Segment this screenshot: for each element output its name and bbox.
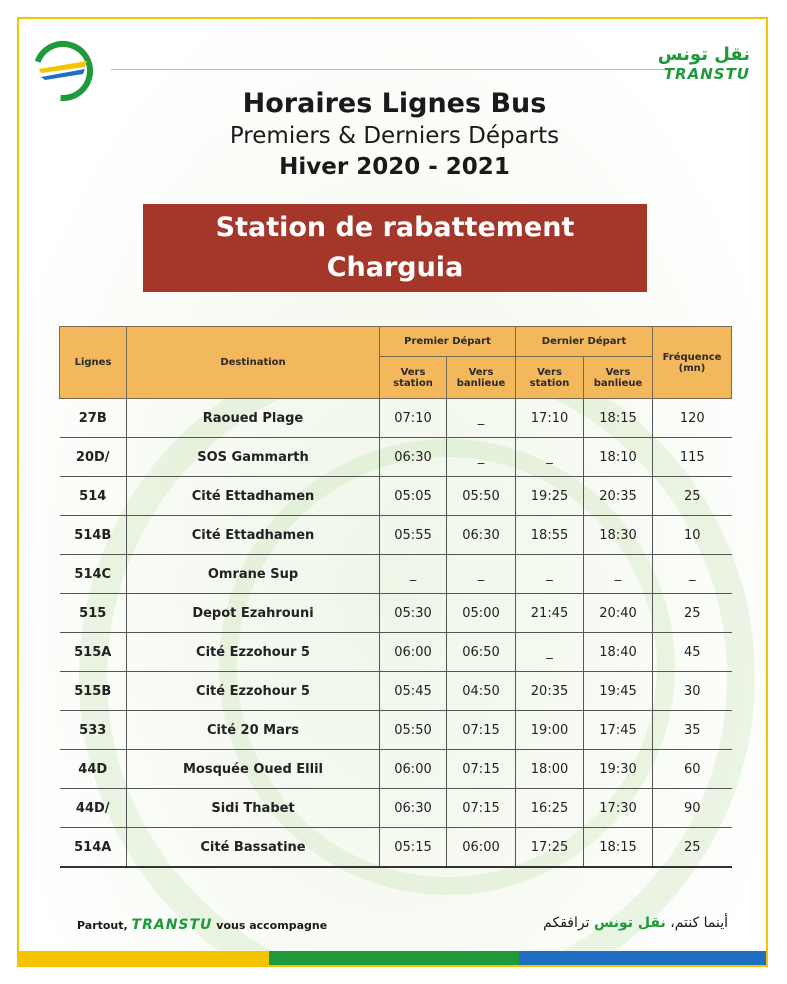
destination-cell: Mosquée Oued Ellil: [127, 750, 380, 789]
brand-logo: [658, 45, 750, 83]
dernier-vers-station-cell: _: [516, 633, 584, 672]
destination-cell: Cité Ettadhamen: [127, 516, 380, 555]
table-row: [60, 438, 732, 477]
line-code: 44D: [60, 750, 127, 789]
page-subtitle: Premiers & Derniers Départs: [229, 123, 560, 149]
footer-slogan-arabic: [543, 915, 728, 931]
table-row: [60, 594, 732, 633]
dernier-vers-banlieue-cell: 18:15: [584, 828, 653, 868]
line-code: 27B: [60, 399, 127, 438]
premier-vers-station-cell: 06:00: [380, 633, 447, 672]
footer-slogan-french: [77, 917, 327, 933]
dernier-vers-station-cell: 20:35: [516, 672, 584, 711]
destination-cell: Raoued Plage: [127, 399, 380, 438]
header-frequence: Fréquence (mn): [653, 327, 732, 399]
brand-name-arabic: نقل تونس: [657, 44, 750, 65]
destination-cell: Sidi Thabet: [127, 789, 380, 828]
brand-name-latin: TRANSTU: [663, 65, 750, 83]
slogan-prefix: Partout,: [77, 919, 128, 932]
destination-cell: SOS Gammarth: [127, 438, 380, 477]
dernier-vers-banlieue-cell: 20:40: [584, 594, 653, 633]
destination-cell: Cité Ettadhamen: [127, 477, 380, 516]
line-code: 514A: [60, 828, 127, 868]
dernier-vers-banlieue-cell: 19:30: [584, 750, 653, 789]
line-code: 533: [60, 711, 127, 750]
premier-vers-station-cell: 05:50: [380, 711, 447, 750]
frequence-cell: _: [653, 555, 732, 594]
frequence-cell: 120: [653, 399, 732, 438]
premier-vers-banlieue-cell: 07:15: [447, 789, 516, 828]
destination-cell: Cité 20 Mars: [127, 711, 380, 750]
table-row: [60, 789, 732, 828]
dernier-vers-banlieue-cell: 18:15: [584, 399, 653, 438]
dernier-vers-banlieue-cell: 20:35: [584, 477, 653, 516]
line-code: 20D/: [60, 438, 127, 477]
premier-vers-station-cell: 06:00: [380, 750, 447, 789]
dernier-vers-station-cell: 21:45: [516, 594, 584, 633]
dernier-vers-station-cell: 16:25: [516, 789, 584, 828]
page-title: Horaires Lignes Bus: [242, 88, 547, 119]
premier-vers-station-cell: 06:30: [380, 789, 447, 828]
header-dernier-vers-station: Vers station: [516, 357, 584, 399]
destination-cell: Omrane Sup: [127, 555, 380, 594]
frequence-cell: 60: [653, 750, 732, 789]
frequence-cell: 25: [653, 477, 732, 516]
frequence-cell: 10: [653, 516, 732, 555]
frequence-cell: 25: [653, 594, 732, 633]
premier-vers-banlieue-cell: 06:30: [447, 516, 516, 555]
dernier-vers-station-cell: _: [516, 438, 584, 477]
schedule-table: [59, 326, 732, 868]
destination-cell: Cité Bassatine: [127, 828, 380, 868]
premier-vers-banlieue-cell: _: [447, 438, 516, 477]
dernier-vers-banlieue-cell: 18:30: [584, 516, 653, 555]
table-row: [60, 828, 732, 868]
station-banner: [143, 204, 647, 292]
footer-stripe-blue: [519, 951, 768, 965]
dernier-vers-banlieue-cell: 19:45: [584, 672, 653, 711]
frequence-cell: 30: [653, 672, 732, 711]
premier-vers-banlieue-cell: 05:50: [447, 477, 516, 516]
premier-vers-banlieue-cell: 07:15: [447, 711, 516, 750]
line-code: 514B: [60, 516, 127, 555]
header-dernier-depart: Dernier Départ: [516, 327, 653, 357]
footer-stripe-yellow: [19, 951, 269, 965]
slogan-ar-brand: نقل تونس: [593, 915, 666, 931]
frequence-cell: 35: [653, 711, 732, 750]
table-row: [60, 516, 732, 555]
station-name: Charguia: [326, 252, 464, 283]
premier-vers-station-cell: 05:45: [380, 672, 447, 711]
header-premier-depart: Premier Départ: [380, 327, 516, 357]
premier-vers-banlieue-cell: 07:15: [447, 750, 516, 789]
premier-vers-station-cell: 06:30: [380, 438, 447, 477]
line-code: 515B: [60, 672, 127, 711]
station-type: Station de rabattement: [215, 212, 575, 243]
premier-vers-station-cell: 05:05: [380, 477, 447, 516]
premier-vers-banlieue-cell: 06:50: [447, 633, 516, 672]
slogan-suffix: vous accompagne: [216, 919, 328, 932]
premier-vers-banlieue-cell: 06:00: [447, 828, 516, 868]
frequence-cell: 25: [653, 828, 732, 868]
premier-vers-station-cell: 05:30: [380, 594, 447, 633]
slogan-ar-prefix: أينما كنتم،: [670, 915, 728, 931]
table-row: [60, 399, 732, 438]
slogan-brand: TRANSTU: [131, 917, 213, 933]
header-lignes: Lignes: [60, 327, 127, 399]
premier-vers-banlieue-cell: 05:00: [447, 594, 516, 633]
line-code: 44D/: [60, 789, 127, 828]
poster-frame: [17, 17, 768, 967]
line-code: 514: [60, 477, 127, 516]
premier-vers-station-cell: 05:55: [380, 516, 447, 555]
dernier-vers-banlieue-cell: _: [584, 555, 653, 594]
dernier-vers-station-cell: 19:00: [516, 711, 584, 750]
slogan-ar-suffix: ترافقكم: [543, 915, 590, 931]
line-code: 514C: [60, 555, 127, 594]
premier-vers-banlieue-cell: 04:50: [447, 672, 516, 711]
header-premier-vers-station: Vers station: [380, 357, 447, 399]
dernier-vers-station-cell: 19:25: [516, 477, 584, 516]
premier-vers-banlieue-cell: _: [447, 399, 516, 438]
destination-cell: Depot Ezahrouni: [127, 594, 380, 633]
header-rule: [111, 69, 671, 70]
dernier-vers-banlieue-cell: 17:45: [584, 711, 653, 750]
dernier-vers-station-cell: 17:25: [516, 828, 584, 868]
table-row: [60, 555, 732, 594]
frequence-cell: 115: [653, 438, 732, 477]
premier-vers-station-cell: _: [380, 555, 447, 594]
destination-cell: Cité Ezzohour 5: [127, 672, 380, 711]
dernier-vers-station-cell: _: [516, 555, 584, 594]
title-block: [19, 87, 768, 183]
premier-vers-station-cell: 07:10: [380, 399, 447, 438]
frequence-cell: 90: [653, 789, 732, 828]
premier-vers-banlieue-cell: _: [447, 555, 516, 594]
frequence-cell: 45: [653, 633, 732, 672]
dernier-vers-station-cell: 17:10: [516, 399, 584, 438]
dernier-vers-banlieue-cell: 17:30: [584, 789, 653, 828]
header-premier-vers-banlieue: Vers banlieue: [447, 357, 516, 399]
table-row: [60, 672, 732, 711]
dernier-vers-station-cell: 18:55: [516, 516, 584, 555]
table-row: [60, 477, 732, 516]
table-row: [60, 633, 732, 672]
line-code: 515: [60, 594, 127, 633]
dernier-vers-banlieue-cell: 18:10: [584, 438, 653, 477]
table-row: [60, 711, 732, 750]
line-code: 515A: [60, 633, 127, 672]
table-row: [60, 750, 732, 789]
season-label: Hiver 2020 - 2021: [279, 154, 510, 180]
footer-stripe-green: [269, 951, 519, 965]
dernier-vers-banlieue-cell: 18:40: [584, 633, 653, 672]
premier-vers-station-cell: 05:15: [380, 828, 447, 868]
header-destination: Destination: [127, 327, 380, 399]
header-dernier-vers-banlieue: Vers banlieue: [584, 357, 653, 399]
destination-cell: Cité Ezzohour 5: [127, 633, 380, 672]
dernier-vers-station-cell: 18:00: [516, 750, 584, 789]
